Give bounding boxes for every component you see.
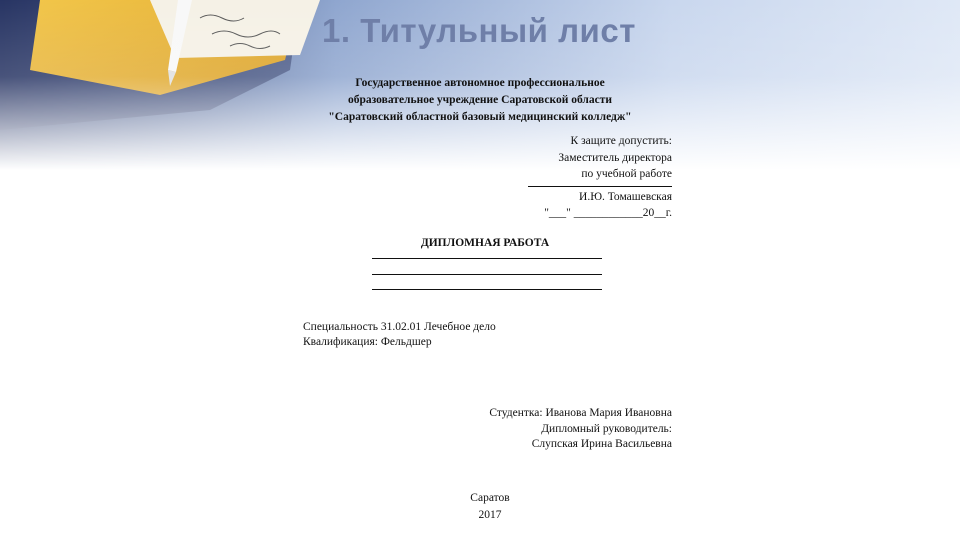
qualification-text: Квалификация: Фельдшер — [303, 336, 432, 348]
institution-line-1: Государственное автономное профессиональное — [355, 77, 605, 89]
institution-line-2: образовательное учреждение Саратовской области — [347, 94, 613, 106]
institution-line-3: "Саратовский областной базовый медицинский колледж" — [328, 111, 632, 123]
city: Саратов — [470, 492, 510, 504]
specialty-text: Специальность 31.02.01 Лечебное дело — [303, 321, 496, 333]
work-title-line-2 — [372, 274, 602, 275]
signature-line — [528, 186, 672, 187]
student-name: Студентка: Иванова Мария Ивановна — [489, 407, 672, 419]
year: 2017 — [478, 509, 502, 521]
supervisor-label: Дипломный руководитель: — [541, 423, 672, 435]
work-type-heading: ДИПЛОМНАЯ РАБОТА — [420, 237, 550, 249]
approval-date: "___" ____________20__г. — [544, 207, 672, 219]
approver-name: И.Ю. Томашевская — [579, 191, 672, 203]
work-title-line-3 — [372, 289, 602, 290]
approval-line-1: К защите допустить: — [570, 135, 672, 147]
supervisor-name: Слупская Ирина Васильевна — [531, 438, 672, 450]
slide-title: 1. Титульный лист — [322, 12, 636, 49]
approval-line-2: Заместитель директора — [558, 152, 672, 164]
work-title-line-1 — [372, 258, 602, 259]
approval-line-3: по учебной работе — [581, 168, 672, 180]
